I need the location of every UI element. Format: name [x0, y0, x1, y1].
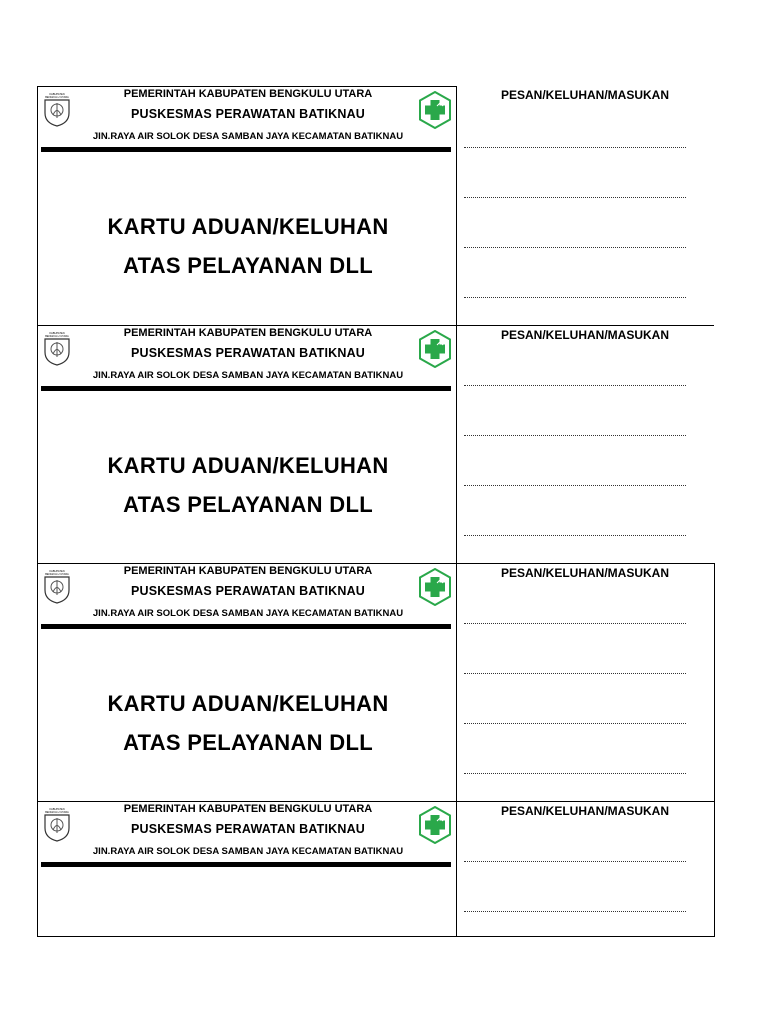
message-line[interactable] [464, 773, 686, 774]
message-line[interactable] [464, 297, 686, 298]
message-line[interactable] [464, 485, 686, 486]
message-line[interactable] [464, 435, 686, 436]
message-heading: PESAN/KELUHAN/MASUKAN [500, 804, 669, 818]
district-seal-icon [41, 568, 73, 604]
puskesmas-cross-logo-icon [418, 806, 452, 844]
message-line[interactable] [464, 723, 686, 724]
complaint-card-2 [37, 325, 457, 564]
card-title-line1: KARTU ADUAN/KELUHAN [107, 453, 389, 478]
clinic-name: PUSKESMAS PERAWATAN BATIKNAU [130, 346, 366, 360]
complaint-card-1 [37, 86, 457, 326]
message-heading: PESAN/KELUHAN/MASUKAN [500, 328, 669, 342]
svg-text:BENGKULU UTARA: BENGKULU UTARA [45, 96, 69, 99]
message-line[interactable] [464, 197, 686, 198]
message-line[interactable] [464, 861, 686, 862]
government-name: PEMERINTAH KABUPATEN BENGKULU UTARA [123, 565, 373, 577]
clinic-address: JIN.RAYA AIR SOLOK DESA SAMBAN JAYA KECAMATAN BATIKNAU [92, 370, 404, 381]
svg-text:KABUPATEN: KABUPATEN [49, 332, 65, 335]
district-seal-icon [41, 330, 73, 366]
svg-text:KABUPATEN: KABUPATEN [49, 93, 65, 96]
svg-text:KABUPATEN: KABUPATEN [49, 808, 65, 811]
svg-text:BENGKULU UTARA: BENGKULU UTARA [45, 811, 69, 814]
message-heading: PESAN/KELUHAN/MASUKAN [500, 566, 669, 580]
message-line[interactable] [464, 673, 686, 674]
svg-text:KABUPATEN: KABUPATEN [49, 570, 65, 573]
clinic-address: JIN.RAYA AIR SOLOK DESA SAMBAN JAYA KECAMATAN BATIKNAU [92, 131, 404, 142]
government-name: PEMERINTAH KABUPATEN BENGKULU UTARA [123, 803, 373, 815]
clinic-name: PUSKESMAS PERAWATAN BATIKNAU [130, 107, 366, 121]
government-name: PEMERINTAH KABUPATEN BENGKULU UTARA [123, 327, 373, 339]
puskesmas-cross-logo-icon [418, 330, 452, 368]
svg-text:BENGKULU UTARA: BENGKULU UTARA [45, 335, 69, 338]
government-name: PEMERINTAH KABUPATEN BENGKULU UTARA [123, 88, 373, 100]
complaint-card-3 [37, 563, 457, 802]
header-divider [41, 386, 451, 391]
message-line[interactable] [464, 247, 686, 248]
card-title-line2: ATAS PELAYANAN DLL [123, 730, 373, 755]
message-panel-4 [456, 801, 715, 937]
message-heading: PESAN/KELUHAN/MASUKAN [500, 88, 669, 102]
complaint-card-4 [37, 801, 457, 937]
puskesmas-cross-logo-icon [418, 568, 452, 606]
puskesmas-cross-logo-icon [418, 91, 452, 129]
card-title-line2: ATAS PELAYANAN DLL [123, 253, 373, 278]
district-seal-icon [41, 91, 73, 127]
message-line[interactable] [464, 623, 686, 624]
card-title-line1: KARTU ADUAN/KELUHAN [107, 691, 389, 716]
clinic-address: JIN.RAYA AIR SOLOK DESA SAMBAN JAYA KECAMATAN BATIKNAU [92, 608, 404, 619]
header-divider [41, 862, 451, 867]
district-seal-icon [41, 806, 73, 842]
clinic-address: JIN.RAYA AIR SOLOK DESA SAMBAN JAYA KECAMATAN BATIKNAU [92, 846, 404, 857]
message-panel-1 [456, 86, 714, 326]
message-line[interactable] [464, 535, 686, 536]
message-panel-3 [456, 563, 715, 802]
message-line[interactable] [464, 385, 686, 386]
message-panel-2 [456, 325, 714, 564]
card-title-line1: KARTU ADUAN/KELUHAN [107, 214, 389, 239]
svg-text:BENGKULU UTARA: BENGKULU UTARA [45, 573, 69, 576]
message-line[interactable] [464, 911, 686, 912]
card-title-line2: ATAS PELAYANAN DLL [123, 492, 373, 517]
header-divider [41, 624, 451, 629]
message-line[interactable] [464, 147, 686, 148]
clinic-name: PUSKESMAS PERAWATAN BATIKNAU [130, 822, 366, 836]
clinic-name: PUSKESMAS PERAWATAN BATIKNAU [130, 584, 366, 598]
header-divider [41, 147, 451, 152]
